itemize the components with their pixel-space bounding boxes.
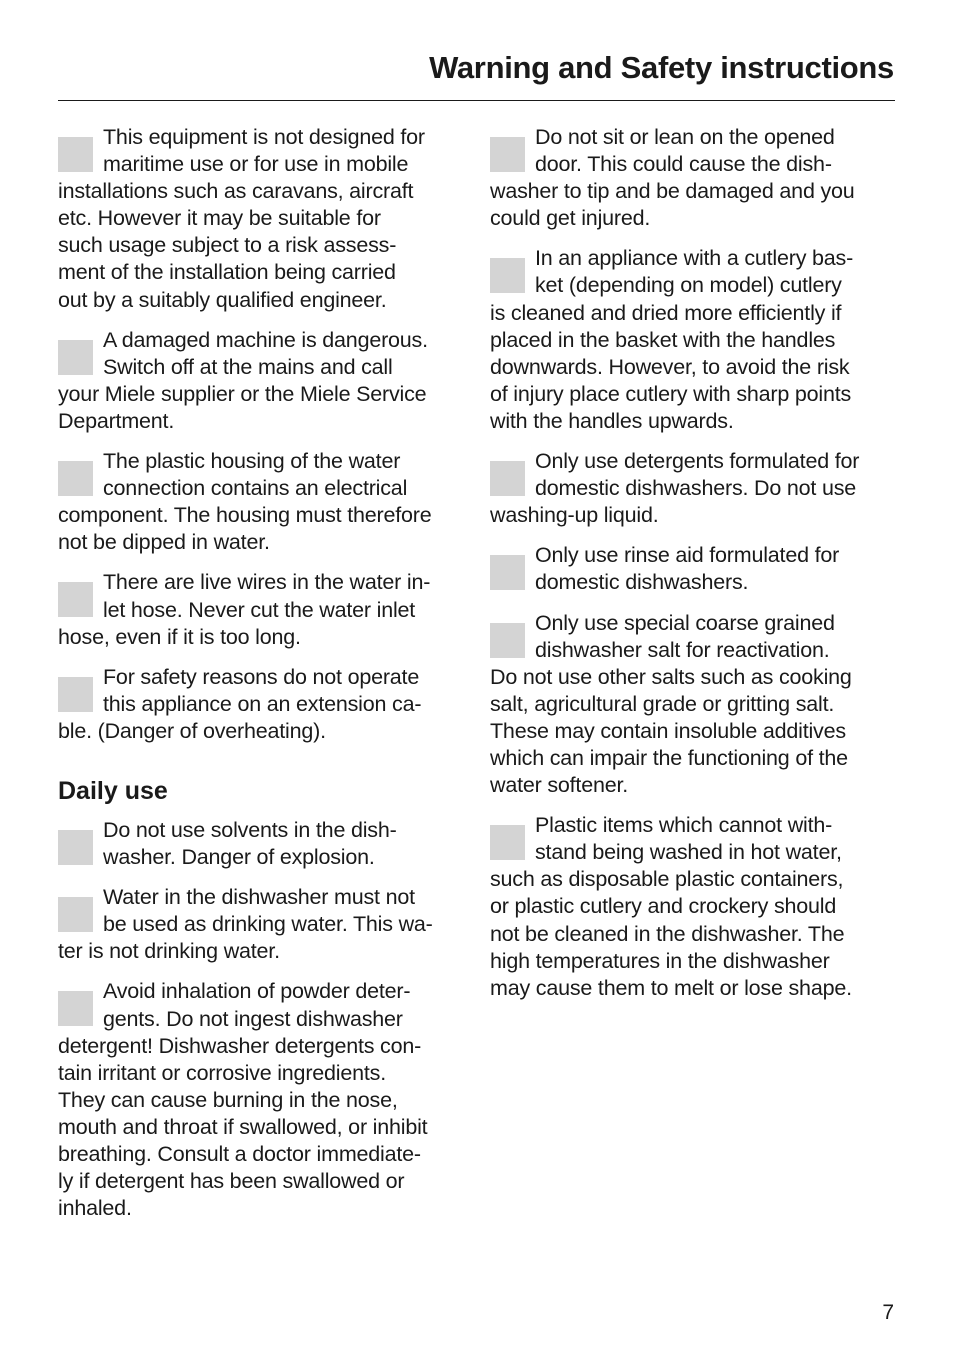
right-column bbox=[490, 124, 894, 1015]
safety-item-text: Plastic items which cannot with- stand being washed in hot water, such as disposable plastic containers, or plastic cutlery and crockery should not be cleaned in the dishwasher. The high temperatures in the dishwasher may cause them to melt or lose shape. bbox=[490, 813, 852, 1000]
bullet-marker bbox=[490, 461, 525, 496]
bullet-marker bbox=[58, 582, 93, 617]
safety-item bbox=[490, 812, 894, 1002]
safety-item-text: The plastic housing of the water connection contains an electrical component. The housing must therefore not be dipped in water. bbox=[58, 449, 432, 555]
safety-item-text: Do not use solvents in the dish- washer. Danger of explosion. bbox=[103, 817, 397, 870]
safety-item bbox=[58, 664, 464, 745]
safety-item-text: Only use special coarse grained dishwasher salt for reactivation. Do not use other salts such as cooking salt, agricultural grade or gritting salt. These may contain insoluble additives which can impair the functioning of the water softener. bbox=[490, 610, 852, 798]
safety-item bbox=[490, 245, 894, 435]
safety-item-text: Avoid inhalation of powder deter- gents. Do not ingest dishwasher detergent! Dishwasher detergents con- tain irritant or corrosive ingredients. They can cause burning in the nose, mouth and throat if swallowed, or inhibit breathing. Consult a doctor immediate- ly if detergent has been swallowed or inhaled. bbox=[58, 979, 428, 1221]
bullet-marker bbox=[490, 137, 525, 172]
page-title: Warning and Safety instructions bbox=[429, 50, 894, 85]
left-column bbox=[58, 124, 464, 1235]
bullet-marker bbox=[58, 340, 93, 375]
safety-item bbox=[58, 124, 464, 314]
safety-item bbox=[58, 448, 464, 556]
safety-item bbox=[490, 610, 894, 800]
safety-item-text: Only use rinse aid formulated for domestic dishwashers. bbox=[535, 543, 840, 595]
safety-item-text: This equipment is not designed for maritime use or for use in mobile installations such as caravans, aircraft etc. However it may be suitable for such usage subject to a risk assess- ment of the installation being carried out by a suitably qualified engineer. bbox=[58, 125, 425, 312]
safety-item bbox=[58, 817, 464, 871]
safety-item bbox=[58, 569, 464, 650]
safety-item-text: In an appliance with a cutlery bas- ket (depending on model) cutlery is cleaned and dried more efficiently if placed in the basket with the handles downwards. However, to avoid the risk of injury place cutlery with sharp points with the handles upwards. bbox=[490, 246, 854, 433]
safety-item-text: Water in the dishwasher must not be used as drinking water. This wa- ter is not drinking water. bbox=[58, 885, 433, 964]
bullet-marker bbox=[490, 623, 525, 658]
safety-item bbox=[58, 978, 464, 1222]
bullet-marker bbox=[490, 258, 525, 293]
safety-item-text: For safety reasons do not operate this appliance on an extension ca- ble. (Danger of overheating). bbox=[58, 664, 422, 743]
section-heading-daily-use: Daily use bbox=[58, 776, 168, 805]
bullet-marker bbox=[58, 461, 93, 496]
bullet-marker bbox=[58, 830, 93, 865]
safety-item bbox=[58, 327, 464, 435]
safety-item-text: Only use detergents formulated for domestic dishwashers. Do not use washing-up liquid. bbox=[490, 449, 860, 528]
safety-item bbox=[490, 124, 894, 232]
bullet-marker bbox=[58, 897, 93, 932]
bullet-marker bbox=[58, 137, 93, 172]
bullet-marker bbox=[58, 677, 93, 712]
bullet-marker bbox=[58, 991, 93, 1026]
bullet-marker bbox=[490, 555, 525, 590]
safety-item-text: Do not sit or lean on the opened door. This could cause the dish- washer to tip and be damaged and you could get injured. bbox=[490, 125, 855, 231]
safety-item bbox=[490, 448, 894, 529]
page-number: 7 bbox=[882, 1301, 894, 1324]
header-divider bbox=[58, 100, 895, 101]
safety-item-text: A damaged machine is dangerous. Switch off at the mains and call your Miele supplier or the Miele Service Department. bbox=[58, 327, 428, 433]
safety-item-text: There are live wires in the water in- let hose. Never cut the water inlet hose, even if it is too long. bbox=[58, 570, 431, 649]
safety-item bbox=[490, 542, 894, 596]
safety-item bbox=[58, 884, 464, 965]
bullet-marker bbox=[490, 825, 525, 860]
